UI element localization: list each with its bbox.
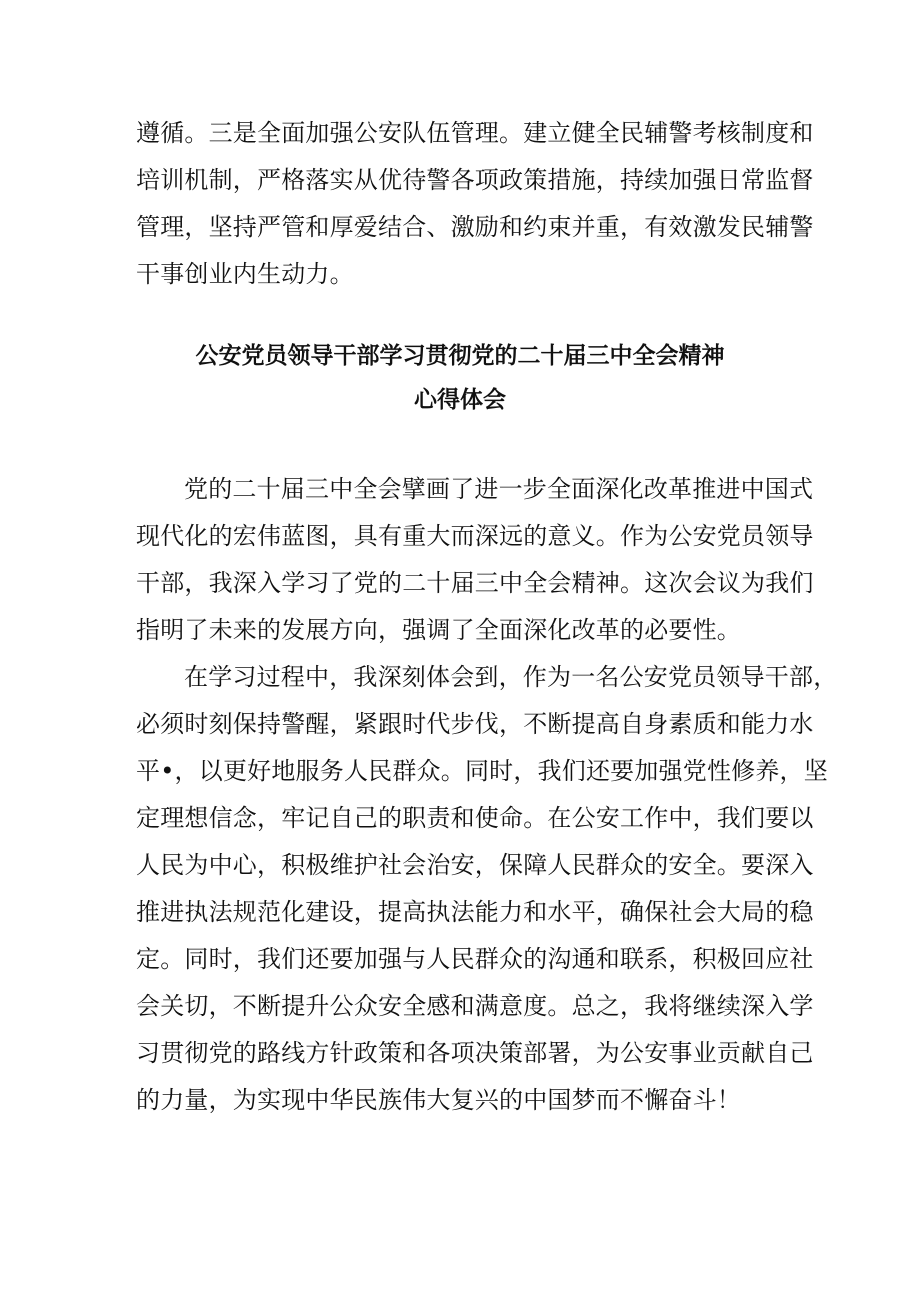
article-title-line-2: 心得体会 — [414, 387, 506, 413]
paragraph-line: 的力量，为实现中华民族伟大复兴的中国梦而不懈奋斗！ — [136, 1086, 741, 1114]
paragraph-line: 管理，坚持严管和厚爱结合、激励和约束并重，有效激发民辅警 — [136, 213, 814, 241]
paragraph-line: 指明了未来的发展方向，强调了全面深化改革的必要性。 — [136, 616, 741, 644]
paragraph-line: 习贯彻党的路线方针政策和各项决策部署，为公安事业贡献自己 — [136, 1039, 814, 1067]
paragraph-line: 党的二十届三中全会擘画了进一步全面深化改革推进中国式 — [184, 475, 814, 503]
continuation-paragraph — [136, 110, 814, 298]
paragraph-line: 人民为中心，积极维护社会治安，保障人民群众的安全。要深入 — [136, 851, 814, 879]
paragraph-line: 干事创业内生动力。 — [136, 260, 354, 288]
paragraph-line: 必须时刻保持警醒，紧跟时代步伐，不断提高自身素质和能力水 — [136, 710, 814, 738]
paragraph-line: 现代化的宏伟蓝图，具有重大而深远的意义。作为公安党员领导 — [136, 522, 814, 550]
paragraph-2 — [136, 654, 838, 1124]
paragraph-line: 定理想信念，牢记自己的职责和使命。在公安工作中，我们要以 — [136, 804, 814, 832]
article-title — [0, 334, 920, 422]
paragraph-line: 定。同时，我们还要加强与人民群众的沟通和联系，积极回应社 — [136, 945, 814, 973]
paragraph-1 — [136, 466, 814, 654]
paragraph-line: 平•，以更好地服务人民群众。同时，我们还要加强党性修养，坚 — [136, 757, 828, 785]
paragraph-line: 遵循。三是全面加强公安队伍管理。建立健全民辅警考核制度和 — [136, 119, 814, 147]
paragraph-line: 培训机制，严格落实从优待警各项政策措施，持续加强日常监督 — [136, 166, 814, 194]
paragraph-line: 在学习过程中，我深刻体会到，作为一名公安党员领导干部， — [184, 663, 838, 691]
article-title-line-1: 公安党员领导干部学习贯彻党的二十届三中全会精神 — [195, 343, 725, 369]
paragraph-line: 会关切，不断提升公众安全感和满意度。总之，我将继续深入学 — [136, 992, 814, 1020]
paragraph-line: 干部，我深入学习了党的二十届三中全会精神。这次会议为我们 — [136, 569, 814, 597]
paragraph-line: 推进执法规范化建设，提高执法能力和水平，确保社会大局的稳 — [136, 898, 814, 926]
